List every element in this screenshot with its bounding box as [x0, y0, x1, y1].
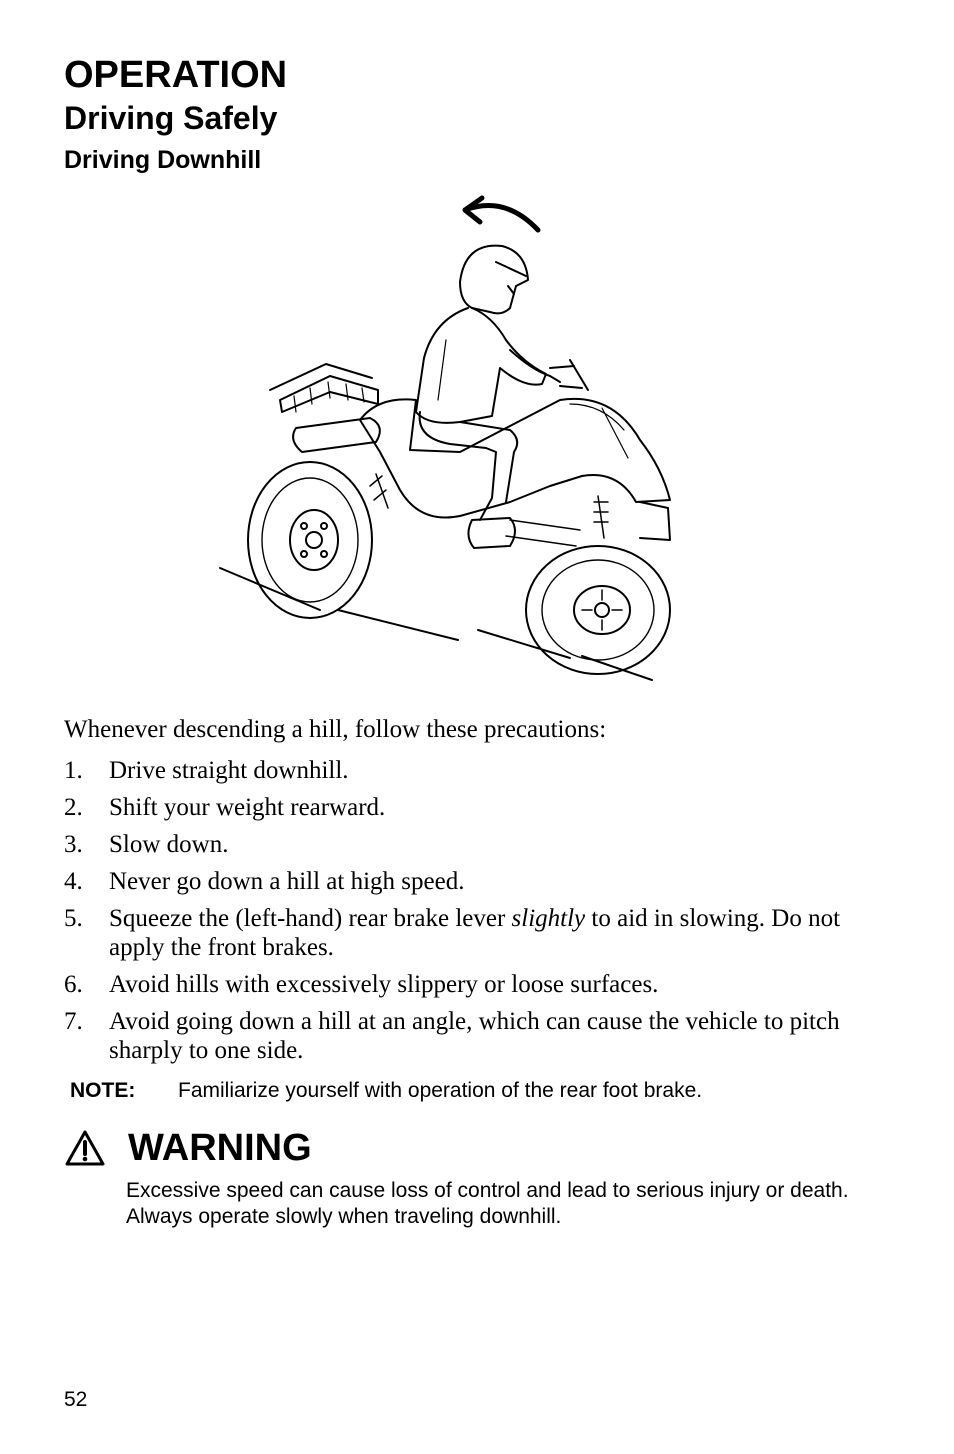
list-text-start: Squeeze the (left-hand) rear brake lever: [109, 905, 512, 932]
warning-title: WARNING: [128, 1127, 312, 1169]
list-item: [64, 756, 884, 785]
list-text-end: to aid in slowing. Do not apply the front brakes.: [109, 905, 841, 961]
list-number: 3.: [64, 831, 83, 858]
warning-triangle-icon: [64, 1129, 106, 1167]
warning-header: [64, 1126, 312, 1170]
atv-downhill-illustration: [210, 190, 680, 690]
note-label: NOTE:: [70, 1079, 136, 1102]
list-item: [64, 904, 884, 962]
intro-text: Whenever descending a hill, follow these precautions:: [64, 716, 607, 743]
list-number: 6.: [64, 971, 83, 998]
list-number: 2.: [64, 794, 83, 821]
list-item: [64, 793, 884, 822]
list-text: Avoid going down a hill at an angle, which can cause the vehicle to pitch sharply to one side.: [109, 1008, 840, 1064]
list-item: [64, 1007, 884, 1065]
list-number: 7.: [64, 1008, 83, 1035]
topic-heading: Driving Downhill: [64, 146, 262, 174]
page-number: 52: [64, 1388, 88, 1411]
section-title: OPERATION: [64, 54, 288, 96]
list-text: Shift your weight rearward.: [109, 794, 386, 821]
note-text: Familiarize yourself with operation of the rear foot brake.: [178, 1079, 703, 1102]
list-text: Never go down a hill at high speed.: [109, 868, 465, 895]
list-number: 1.: [64, 757, 83, 784]
emphasis-text: slightly: [511, 905, 586, 932]
list-number: 5.: [64, 905, 83, 932]
list-item: [64, 867, 884, 896]
list-item: [64, 830, 884, 859]
list-item: [64, 970, 884, 999]
list-text: Slow down.: [109, 831, 229, 858]
page-subtitle: Driving Safely: [64, 100, 278, 136]
note: [70, 1078, 702, 1103]
list-text: Drive straight downhill.: [109, 757, 349, 784]
list-text: Avoid hills with excessively slippery or loose surfaces.: [109, 971, 659, 998]
precautions-list: [64, 756, 884, 1073]
warning-body: Excessive speed can cause loss of control and lead to serious injury or death. Always operate slowly when traveling downhill.: [126, 1179, 849, 1228]
list-number: 4.: [64, 868, 83, 895]
